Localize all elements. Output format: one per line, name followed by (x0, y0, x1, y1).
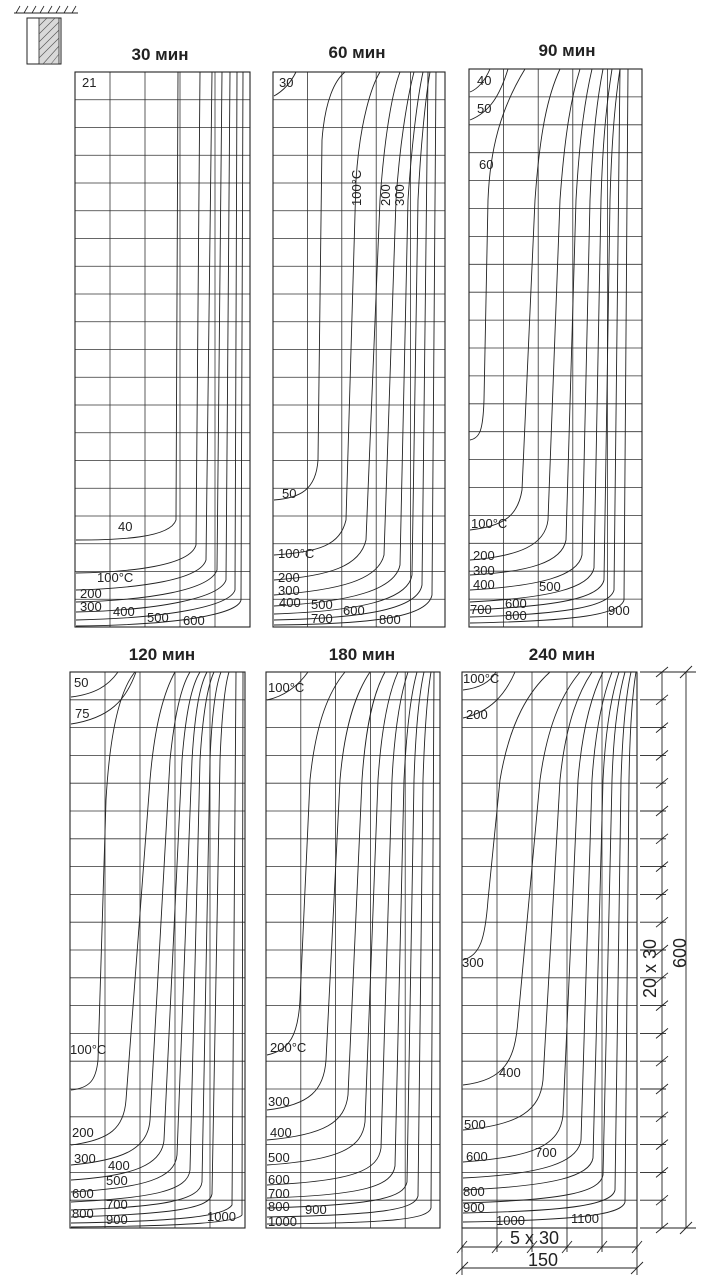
isotherm-label: 50 (282, 486, 297, 501)
isotherm-label: 700 (106, 1197, 128, 1212)
isotherm-label: 100°C (97, 570, 134, 585)
panel-title: 120 мин (128, 645, 196, 664)
panel-30min (75, 45, 250, 628)
isotherm-label: 100°C (471, 516, 508, 531)
panel-180min (266, 645, 440, 1229)
isotherm-label: 100°C (268, 680, 305, 695)
isotherm-label: 700 (268, 1186, 290, 1201)
isotherm-label: 800 (379, 612, 401, 627)
panel-240min (462, 645, 637, 1228)
panel-title: 30 мин (131, 45, 189, 64)
isotherm-label: 1000 (496, 1213, 525, 1228)
panel-title: 60 мин (328, 43, 386, 62)
isotherm-label: 800 (505, 608, 527, 623)
panel-grid (75, 72, 250, 627)
isotherm-label: 1000 (268, 1214, 297, 1229)
isotherm-label: 60 (479, 157, 494, 172)
isotherm-label: 300 (462, 955, 484, 970)
isotherm-label: 900 (608, 603, 630, 618)
isotherm-label: 200 (278, 570, 300, 585)
isotherm-label: 500 (464, 1117, 486, 1132)
isotherm-label: 40 (477, 73, 492, 88)
dimension-height-total: 600 (670, 937, 690, 968)
isotherm-label: 700 (311, 611, 333, 626)
dimension-width-grid: 5 x 30 (510, 1228, 560, 1248)
isotherm-label: 600 (343, 603, 365, 618)
isotherms (267, 672, 434, 1224)
isotherm-label: 500 (268, 1150, 290, 1165)
dimension-lines (456, 666, 696, 1275)
isotherm-label: 600 (505, 596, 527, 611)
panel-120min (70, 645, 245, 1228)
isotherm-label: 300 (268, 1094, 290, 1109)
isotherm-label: 50 (477, 101, 492, 116)
panel-title: 240 мин (528, 645, 596, 664)
isotherm-label: 400 (499, 1065, 521, 1080)
isotherm-label: 800 (268, 1199, 290, 1214)
isotherm-label: 600 (183, 613, 205, 628)
isotherm-label: 100°C (463, 671, 500, 686)
isotherm-label: 300 (74, 1151, 96, 1166)
panel-title: 90 мин (538, 41, 596, 60)
isotherm-label: 200 (466, 707, 488, 722)
isotherm-label: 500 (539, 579, 561, 594)
isotherm-label: 40 (118, 519, 133, 534)
isotherm-label: 100°C (278, 546, 315, 561)
panel-title: 180 мин (328, 645, 396, 664)
isotherm-label: 800 (463, 1184, 485, 1199)
isotherms (470, 69, 628, 623)
panel-grid (469, 69, 642, 627)
isotherm-label: 400 (270, 1125, 292, 1140)
isotherm-label: 600 (268, 1172, 290, 1187)
panel-grid (273, 72, 445, 627)
isotherm-label: 700 (535, 1145, 557, 1160)
isotherm-label: 500 (147, 610, 169, 625)
isotherm-label: 200 (473, 548, 495, 563)
panel-grid (70, 672, 245, 1228)
isotherm-label: 200 (72, 1125, 94, 1140)
column-sketch-icon (14, 6, 78, 64)
isotherm-label: 600 (466, 1149, 488, 1164)
isotherm-label: 800 (72, 1206, 94, 1221)
isotherm-label: 50 (74, 675, 89, 690)
isotherm-label: 75 (75, 706, 90, 721)
isotherm-label: 200°C (270, 1040, 307, 1055)
isotherm-label: 1100 (571, 1211, 599, 1226)
isotherm-label: 400 (473, 577, 495, 592)
isotherm-label: 700 (470, 602, 492, 617)
panel-60min (273, 43, 445, 627)
isotherm-label: 500 (106, 1173, 128, 1188)
isotherm-label: 300 (80, 599, 102, 614)
isotherm-label: 21 (82, 75, 97, 90)
panel-90min (469, 41, 642, 627)
isotherm-label: 1000 (207, 1209, 236, 1224)
isotherm-label: 300 (278, 583, 300, 598)
isotherm-label: 400 (113, 604, 135, 619)
isotherm-label: 100°C (349, 169, 364, 206)
isotherm-label: 200 (80, 586, 102, 601)
isotherm-label: 300 (473, 563, 495, 578)
isotherm-label: 600 (72, 1186, 94, 1201)
dimension-width-total: 150 (528, 1250, 559, 1270)
isotherm-label: 900 (106, 1212, 128, 1227)
isotherm-label: 200 (378, 184, 393, 206)
isotherm-label: 900 (305, 1202, 327, 1217)
isotherm-label: 30 (279, 75, 294, 90)
isotherm-label: 100°C (70, 1042, 107, 1057)
isotherm-label: 400 (279, 595, 301, 610)
isotherm-label: 900 (463, 1200, 485, 1215)
isotherms (463, 672, 636, 1222)
isotherm-label: 400 (108, 1158, 130, 1173)
isotherm-label: 300 (392, 184, 407, 206)
dimension-height-grid: 20 x 30 (640, 938, 660, 998)
isotherm-label: 500 (311, 597, 333, 612)
